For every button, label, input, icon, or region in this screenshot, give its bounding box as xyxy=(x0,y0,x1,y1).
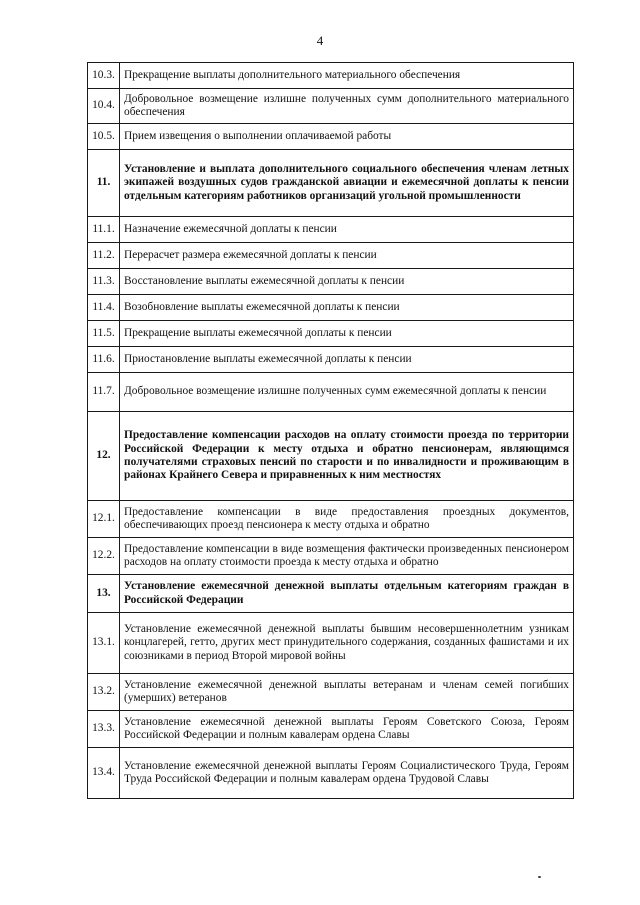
table-row xyxy=(88,538,574,575)
table-row xyxy=(88,501,574,538)
item-description: Восстановление выплаты ежемесячной доплаты к пенсии xyxy=(120,269,574,295)
table-row xyxy=(88,63,574,89)
item-number: 10.4. xyxy=(88,89,120,124)
item-description: Установление ежемесячной денежной выплаты отдельным категориям граждан в Российской Федерации xyxy=(120,575,574,613)
item-number: 11.5. xyxy=(88,321,120,347)
item-description: Установление ежемесячной денежной выплаты Героям Советского Союза, Героям Российской Федерации и полным кавалерам ордена Славы xyxy=(120,711,574,748)
services-table xyxy=(87,62,574,799)
item-description: Предоставление компенсации в виде предоставления проездных документов, обеспечивающих проезд пенсионера к месту отдыха и обратно xyxy=(120,501,574,538)
table-row xyxy=(88,373,574,412)
table-row xyxy=(88,347,574,373)
item-description: Приостановление выплаты ежемесячной доплаты к пенсии xyxy=(120,347,574,373)
item-description: Предоставление компенсации расходов на оплату стоимости проезда по территории Российской Федерации к месту отдыха и обратно пенсионерам, являющимся получателями страховых пенсий по старости и по инвалидности и проживающим в районах Крайнего Севера и приравненных к ним местностях xyxy=(120,412,574,501)
section-row xyxy=(88,412,574,501)
table-row xyxy=(88,124,574,150)
item-description: Добровольное возмещение излишне полученных сумм ежемесячной доплаты к пенсии xyxy=(120,373,574,412)
pen-mark xyxy=(538,876,541,878)
item-number: 11.3. xyxy=(88,269,120,295)
item-number: 11.1. xyxy=(88,217,120,243)
item-number: 10.3. xyxy=(88,63,120,89)
item-description: Прием извещения о выполнении оплачиваемой работы xyxy=(120,124,574,150)
item-number: 13. xyxy=(88,575,120,613)
item-number: 13.2. xyxy=(88,674,120,711)
table-row xyxy=(88,217,574,243)
table-row xyxy=(88,613,574,674)
item-number: 11.7. xyxy=(88,373,120,412)
table-row xyxy=(88,295,574,321)
item-number: 12. xyxy=(88,412,120,501)
item-description: Установление ежемесячной денежной выплаты Героям Социалистического Труда, Героям Труда Российской Федерации и полным кавалерам ордена Трудовой Славы xyxy=(120,748,574,799)
item-description: Установление и выплата дополнительного социального обеспечения членам летных экипажей воздушных судов гражданской авиации и ежемесячной доплаты к пенсии отдельным категориям работников организаций угольной промышленности xyxy=(120,150,574,217)
item-number: 11.6. xyxy=(88,347,120,373)
table-row xyxy=(88,321,574,347)
section-row xyxy=(88,575,574,613)
item-description: Прекращение выплаты дополнительного материального обеспечения xyxy=(120,63,574,89)
table-row xyxy=(88,711,574,748)
table-row xyxy=(88,269,574,295)
item-number: 13.4. xyxy=(88,748,120,799)
item-description: Добровольное возмещение излишне полученных сумм дополнительного материального обеспечения xyxy=(120,89,574,124)
item-number: 13.3. xyxy=(88,711,120,748)
item-description: Назначение ежемесячной доплаты к пенсии xyxy=(120,217,574,243)
item-description: Установление ежемесячной денежной выплаты ветеранам и членам семей погибших (умерших) ветеранов xyxy=(120,674,574,711)
item-number: 11.2. xyxy=(88,243,120,269)
item-description: Установление ежемесячной денежной выплаты бывшим несовершеннолетним узникам концлагерей, гетто, других мест принудительного содержания, созданных фашистами и их союзниками в период Второй мировой войны xyxy=(120,613,574,674)
item-number: 13.1. xyxy=(88,613,120,674)
item-number: 11. xyxy=(88,150,120,217)
services-table-body xyxy=(88,63,574,799)
table-row xyxy=(88,243,574,269)
table-row xyxy=(88,674,574,711)
section-row xyxy=(88,150,574,217)
item-description: Возобновление выплаты ежемесячной доплаты к пенсии xyxy=(120,295,574,321)
item-number: 12.2. xyxy=(88,538,120,575)
table-row xyxy=(88,748,574,799)
item-description: Предоставление компенсации в виде возмещения фактически произведенных пенсионером расходов на оплату стоимости проезда к месту отдыха и обратно xyxy=(120,538,574,575)
item-description: Перерасчет размера ежемесячной доплаты к пенсии xyxy=(120,243,574,269)
item-number: 10.5. xyxy=(88,124,120,150)
table-row xyxy=(88,89,574,124)
page-number: 4 xyxy=(316,33,324,48)
item-number: 12.1. xyxy=(88,501,120,538)
item-description: Прекращение выплаты ежемесячной доплаты к пенсии xyxy=(120,321,574,347)
item-number: 11.4. xyxy=(88,295,120,321)
